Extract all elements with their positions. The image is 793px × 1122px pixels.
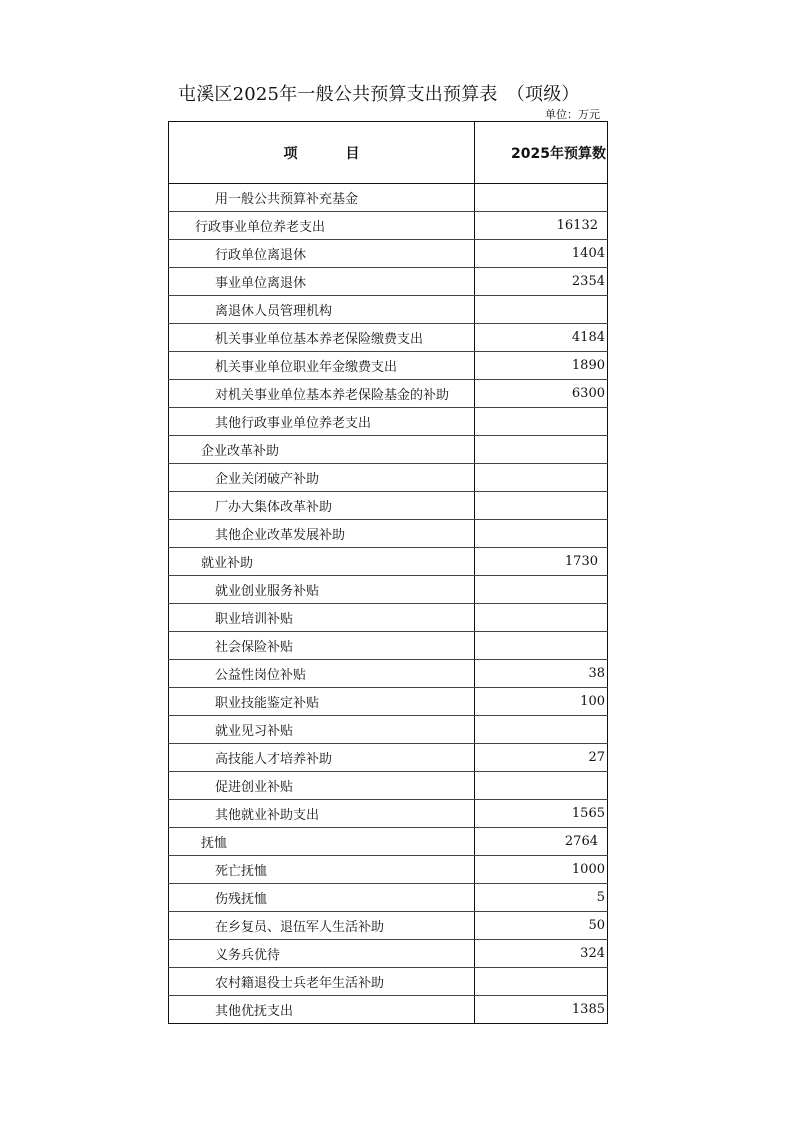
row-amount: 50	[475, 912, 608, 940]
row-item-name: 其他企业改革发展补助	[169, 520, 475, 548]
row-amount	[475, 604, 608, 632]
row-item-name: 社会保险补贴	[169, 632, 475, 660]
row-amount: 5	[475, 884, 608, 912]
row-amount: 1890	[475, 352, 608, 380]
row-item-name: 机关事业单位基本养老保险缴费支出	[169, 324, 475, 352]
row-item-name: 其他优抚支出	[169, 996, 475, 1024]
row-amount: 1730	[475, 548, 608, 576]
table-row	[169, 884, 608, 912]
row-item-name: 行政事业单位养老支出	[169, 212, 475, 240]
row-item-name: 厂办大集体改革补助	[169, 492, 475, 520]
row-item-name: 离退休人员管理机构	[169, 296, 475, 324]
table-row	[169, 408, 608, 436]
row-item-name: 其他行政事业单位养老支出	[169, 408, 475, 436]
table-row	[169, 996, 608, 1024]
row-item-name: 事业单位离退休	[169, 268, 475, 296]
budget-table	[168, 121, 608, 1024]
row-amount: 2764	[475, 828, 608, 856]
row-amount	[475, 520, 608, 548]
row-amount: 1404	[475, 240, 608, 268]
table-row	[169, 828, 608, 856]
row-item-name: 职业技能鉴定补贴	[169, 688, 475, 716]
row-amount: 1565	[475, 800, 608, 828]
header-item-label-a: 项	[283, 145, 298, 162]
table-row	[169, 184, 608, 212]
unit-label: 单位：万元	[545, 108, 600, 121]
row-amount	[475, 772, 608, 800]
table-row	[169, 324, 608, 352]
header-item-column	[169, 122, 475, 184]
table-row	[169, 940, 608, 968]
row-amount	[475, 464, 608, 492]
table-row	[169, 268, 608, 296]
row-item-name: 高技能人才培养补助	[169, 744, 475, 772]
row-item-name: 抚恤	[169, 828, 475, 856]
row-item-name: 企业改革补助	[169, 436, 475, 464]
row-item-name: 企业关闭破产补助	[169, 464, 475, 492]
row-item-name: 其他就业补助支出	[169, 800, 475, 828]
table-row	[169, 296, 608, 324]
row-amount: 2354	[475, 268, 608, 296]
row-amount: 324	[475, 940, 608, 968]
table-row	[169, 436, 608, 464]
row-amount: 6300	[475, 380, 608, 408]
row-item-name: 用一般公共预算补充基金	[169, 184, 475, 212]
table-row	[169, 240, 608, 268]
table-row	[169, 492, 608, 520]
table-row	[169, 604, 608, 632]
row-item-name: 对机关事业单位基本养老保险基金的补助	[169, 380, 475, 408]
row-amount	[475, 184, 608, 212]
row-amount: 16132	[475, 212, 608, 240]
row-item-name: 就业见习补贴	[169, 716, 475, 744]
row-item-name: 公益性岗位补贴	[169, 660, 475, 688]
table-row	[169, 716, 608, 744]
table-row	[169, 856, 608, 884]
row-item-name: 伤残抚恤	[169, 884, 475, 912]
row-item-name: 机关事业单位职业年金缴费支出	[169, 352, 475, 380]
table-row	[169, 380, 608, 408]
row-amount	[475, 632, 608, 660]
table-row	[169, 352, 608, 380]
row-item-name: 促进创业补贴	[169, 772, 475, 800]
table-row	[169, 968, 608, 996]
table-row	[169, 632, 608, 660]
header-item-label-b: 目	[345, 145, 360, 162]
table-row	[169, 548, 608, 576]
row-amount	[475, 408, 608, 436]
row-item-name: 义务兵优待	[169, 940, 475, 968]
row-amount: 4184	[475, 324, 608, 352]
row-item-name: 死亡抚恤	[169, 856, 475, 884]
row-item-name: 职业培训补贴	[169, 604, 475, 632]
row-amount: 1385	[475, 996, 608, 1024]
row-amount	[475, 576, 608, 604]
row-item-name: 就业创业服务补贴	[169, 576, 475, 604]
row-amount	[475, 492, 608, 520]
table-row	[169, 576, 608, 604]
table-row	[169, 912, 608, 940]
table-body	[169, 184, 608, 1024]
row-amount	[475, 296, 608, 324]
row-amount	[475, 716, 608, 744]
table-row	[169, 660, 608, 688]
row-amount: 1000	[475, 856, 608, 884]
table-row	[169, 688, 608, 716]
row-amount: 27	[475, 744, 608, 772]
table-row	[169, 520, 608, 548]
table-header-row	[169, 122, 608, 184]
row-item-name: 在乡复员、退伍军人生活补助	[169, 912, 475, 940]
header-amount-column: 2025年预算数	[475, 122, 608, 184]
table-row	[169, 800, 608, 828]
page-title: 屯溪区2025年一般公共预算支出预算表 （项级）	[178, 84, 580, 105]
row-item-name: 就业补助	[169, 548, 475, 576]
row-amount: 100	[475, 688, 608, 716]
table-row	[169, 772, 608, 800]
table-row	[169, 212, 608, 240]
row-item-name: 行政单位离退休	[169, 240, 475, 268]
row-amount	[475, 968, 608, 996]
table-row	[169, 744, 608, 772]
row-amount	[475, 436, 608, 464]
row-amount: 38	[475, 660, 608, 688]
table-row	[169, 464, 608, 492]
row-item-name: 农村籍退役士兵老年生活补助	[169, 968, 475, 996]
